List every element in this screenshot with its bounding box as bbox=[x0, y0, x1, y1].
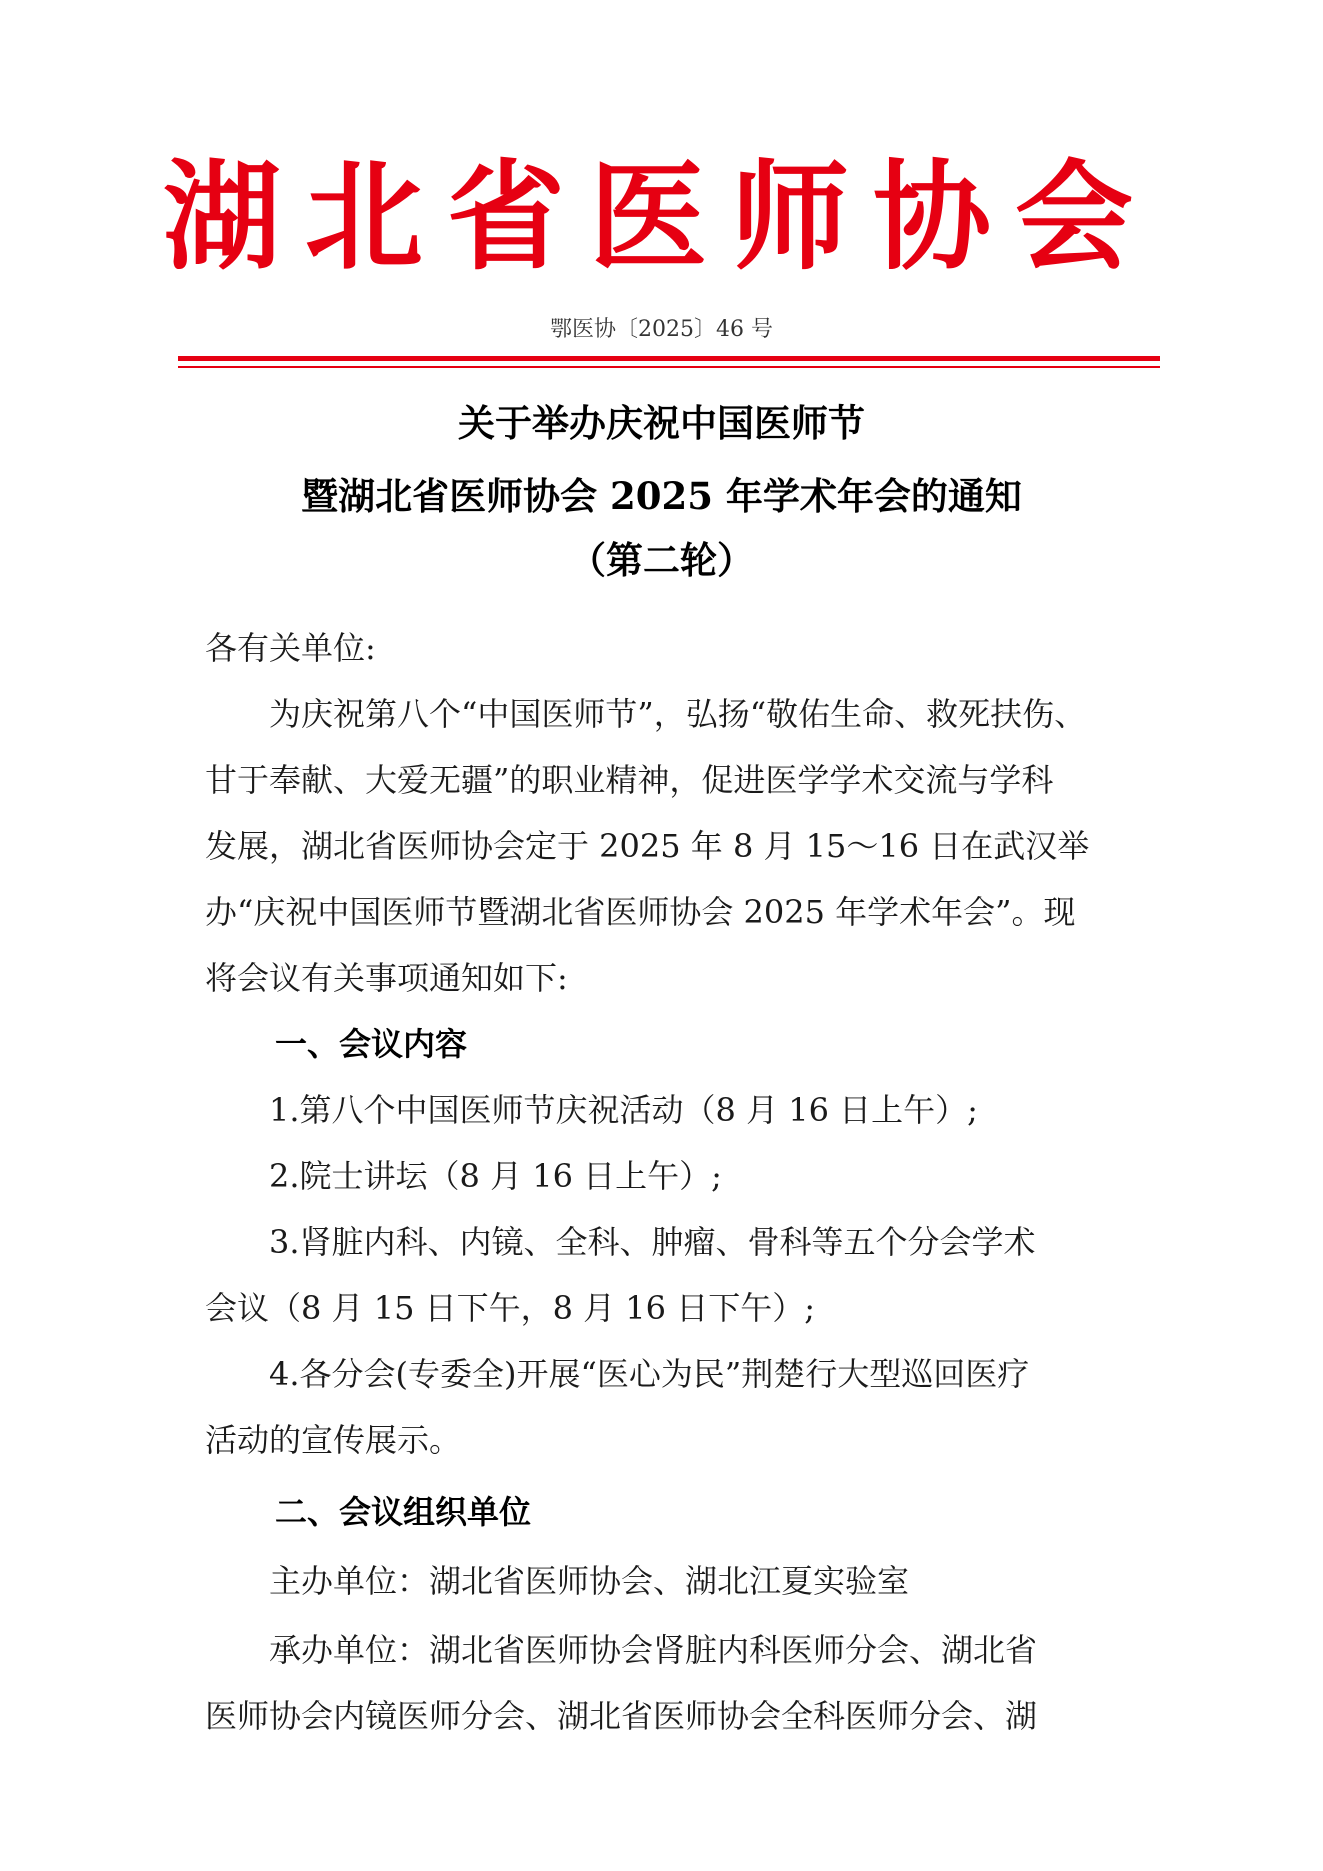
content-item: 4.各分会(专委全)开展“医心为民”荆楚行大型巡回医疗 bbox=[205, 1355, 1030, 1393]
content-item: 2.院士讲坛（8 月 16 日上午）; bbox=[205, 1157, 722, 1195]
red-divider-thin bbox=[178, 366, 1160, 368]
section-heading-organizers: 二、会议组织单位 bbox=[275, 1493, 532, 1531]
notice-title-line-2: 暨湖北省医师协会 2025 年学术年会的通知 bbox=[301, 474, 1022, 518]
intro-line: 将会议有关事项通知如下: bbox=[205, 959, 568, 997]
intro-line: 为庆祝第八个“中国医师节”，弘扬“敬佑生命、救死扶伤、 bbox=[205, 695, 1087, 733]
organizer-line: 主办单位：湖北省医师协会、湖北江夏实验室 bbox=[205, 1562, 910, 1600]
content-item: 活动的宣传展示。 bbox=[205, 1421, 462, 1459]
intro-line: 发展，湖北省医师协会定于 2025 年 8 月 15～16 日在武汉举 bbox=[205, 827, 1090, 865]
organizer-line: 医师协会内镜医师分会、湖北省医师协会全科医师分会、湖 bbox=[205, 1697, 1038, 1735]
intro-line: 办“庆祝中国医师节暨湖北省医师协会 2025 年学术年会”。现 bbox=[205, 893, 1076, 931]
salutation: 各有关单位: bbox=[205, 629, 376, 667]
content-item: 1.第八个中国医师节庆祝活动（8 月 16 日上午）; bbox=[205, 1091, 978, 1129]
intro-line: 甘于奉献、大爱无疆”的职业精神，促进医学学术交流与学科 bbox=[205, 761, 1054, 799]
document-number: 鄂医协〔2025〕46 号 bbox=[550, 317, 773, 342]
organizer-line: 承办单位：湖北省医师协会肾脏内科医师分会、湖北省 bbox=[205, 1631, 1038, 1669]
red-divider-thick bbox=[178, 356, 1160, 361]
section-heading-content: 一、会议内容 bbox=[275, 1025, 468, 1063]
organization-letterhead: 湖北省医师协会 bbox=[162, 147, 1157, 286]
notice-title-line-3: （第二轮） bbox=[569, 538, 754, 582]
notice-title-line-1: 关于举办庆祝中国医师节 bbox=[458, 401, 865, 445]
content-item: 3.肾脏内科、内镜、全科、肿瘤、骨科等五个分会学术 bbox=[205, 1223, 1036, 1261]
content-item: 会议（8 月 15 日下午，8 月 16 日下午）; bbox=[205, 1289, 815, 1327]
